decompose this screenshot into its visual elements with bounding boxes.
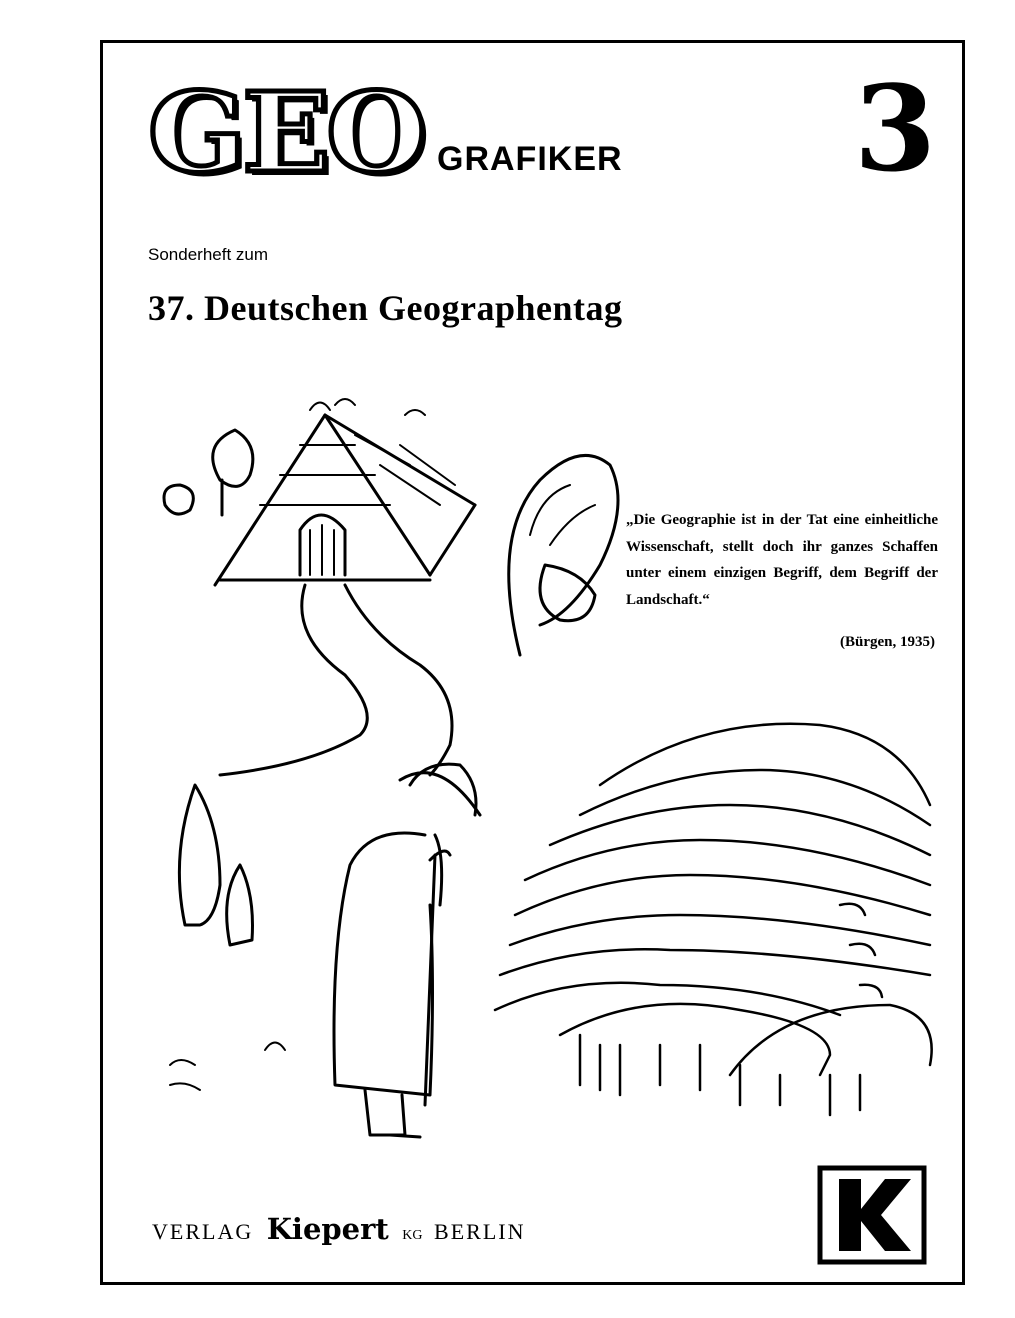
kiepert-k-logo	[817, 1165, 927, 1265]
publisher-line	[152, 1212, 525, 1246]
publisher-name: Kiepert	[266, 1212, 389, 1246]
quote-text: „Die Geographie ist in der Tat eine einheitliche Wissenschaft, stellt doch ihr ganzes Schaffen unter einem einzigen Begriff, dem Begriff der Landschaft.“	[626, 512, 938, 608]
sheep-flock-drawing	[495, 724, 932, 1115]
issue-number: 3	[854, 59, 937, 198]
special-issue-label: Sonderheft zum	[148, 245, 269, 264]
event-title: 37. Deutschen Geographentag	[148, 288, 623, 328]
publisher-city: BERLIN	[434, 1219, 526, 1244]
small-trees-drawing	[164, 430, 253, 515]
geo-logo: GEO	[148, 68, 423, 197]
shepherd-illustration	[140, 385, 950, 1145]
quote-source: (Bürgen, 1935)	[840, 634, 935, 650]
bushes-drawing	[170, 785, 285, 1090]
publisher-prefix: VERLAG	[152, 1219, 254, 1244]
tall-tree-drawing	[509, 455, 618, 655]
magazine-subtitle: GRAFIKER	[437, 140, 623, 178]
winding-path-drawing	[220, 585, 452, 775]
shepherd-drawing	[334, 764, 480, 1137]
publisher-mark: KG	[402, 1228, 423, 1243]
hut-drawing	[215, 399, 475, 585]
